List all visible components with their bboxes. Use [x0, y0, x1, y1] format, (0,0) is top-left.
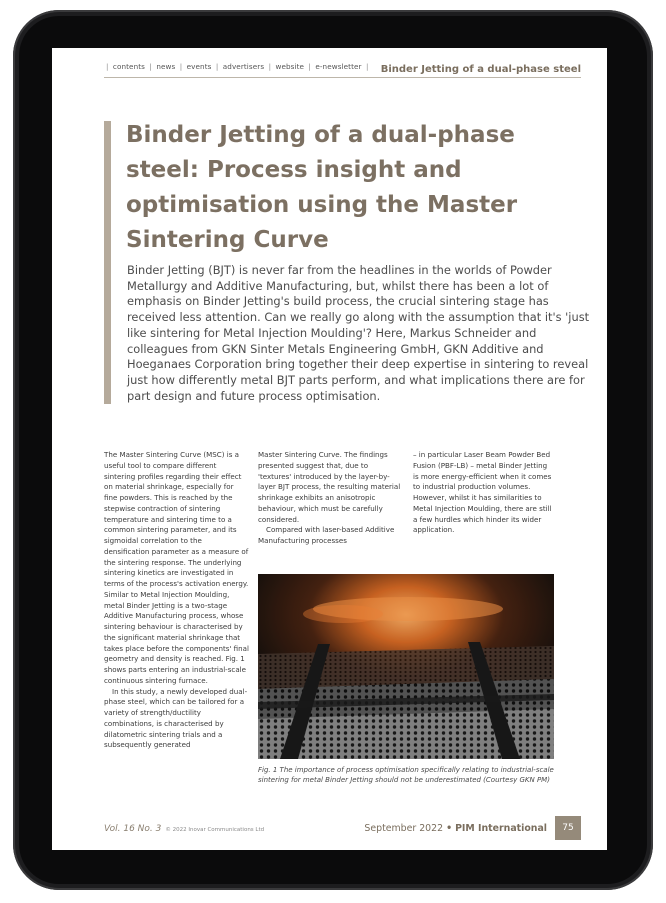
furnace-photo — [258, 574, 554, 759]
body-paragraph: Compared with laser-based Additive Manufacturing processes — [258, 525, 395, 545]
header-rule — [104, 77, 581, 78]
body-paragraph: – in particular Laser Beam Powder Bed Fusion (PBF-LB) – metal Binder Jetting is more energy-efficient when it comes to industrial production volumes. However, whilst it has similarities to Metal Injection Moulding, there are still a few hurdles which hinder its wider application. — [413, 450, 552, 535]
nav-e-newsletter[interactable]: e-newsletter — [315, 62, 362, 71]
footer-bullet: • — [446, 823, 453, 834]
nav-news[interactable]: news — [156, 62, 176, 71]
page-number: 75 — [555, 816, 581, 840]
copyright: © 2022 Inovar Communications Ltd — [165, 827, 265, 833]
nav-events[interactable]: events — [186, 62, 212, 71]
footer-publication — [364, 823, 547, 834]
title-accent-bar — [104, 121, 111, 404]
body-column-2 — [258, 450, 403, 547]
nav-contents[interactable]: contents — [112, 62, 145, 71]
magazine-name: PIM International — [455, 823, 547, 834]
volume-label: Vol. 16 No. 3 — [104, 824, 162, 834]
body-column-3 — [413, 450, 555, 536]
nav-advertisers[interactable]: advertisers — [222, 62, 265, 71]
body-paragraph: The Master Sintering Curve (MSC) is a useful tool to compare different sintering profiles regarding their effect on material shrinkage, especially for fine powders. This is reached by the stepwise contraction of sintering temperature and sintering time to a common sintering parameter, and its sigmoidal correlation to the densification parameter as a measure of the sintering response. The underlying sintering kinetics are investigated in terms of the process's activation energy. Similar to Metal Injection Moulding, metal Binder Jetting is a two-stage Additive Manufacturing process, whose sintering behaviour is characterised by the significant material shrinkage that takes place before the components' final geometry and density is reached. Fig. 1 shows parts entering an industrial-scale continuous sintering furnace. — [104, 450, 249, 685]
article-title: Binder Jetting of a dual-phase steel: Process insight and optimisation using the Master Sintering Curve — [126, 122, 518, 253]
figure-caption: Fig. 1 The importance of process optimisation specifically relating to industrial-scale sintering for metal Binder Jetting should not be underestimated (Courtesy GKN PM) — [258, 766, 554, 784]
furnace-image — [258, 574, 554, 759]
issue-date: September 2022 — [364, 823, 444, 834]
footer-issue — [104, 824, 264, 834]
body-paragraph: In this study, a newly developed dual-phase steel, which can be tailored for a variety of strength/ductility combinations, is characterised by dilatometric sintering trials and a subsequently generated — [104, 686, 248, 750]
article-lead: Binder Jetting (BJT) is never far from the headlines in the worlds of Powder Metallurgy and Additive Manufacturing, but, whilst there has been a lot of emphasis on Binder Jetting's build process, the crucial sintering stage has received less attention. Can we really go along with the assumption that it's 'just like sintering for Metal Injection Moulding'? Here, Markus Schneider and colleagues from GKN Sinter Metals Engineering GmbH, GKN Additive and Hoeganaes Corporation bring together their deep expertise in sintering to reveal just how differently metal BJT parts perform, and what implications there are for part design and future process optimisation. — [127, 263, 590, 403]
magazine-page — [52, 48, 607, 850]
nav-website[interactable]: website — [275, 62, 305, 71]
top-navigation: | contents | news | events | advertisers | website | e-newsletter | — [106, 62, 369, 71]
body-column-1 — [104, 450, 249, 751]
running-title: Binder Jetting of a dual-phase steel — [380, 64, 581, 75]
body-paragraph: Master Sintering Curve. The findings presented suggest that, due to 'textures' introduced by the layer-by-layer BJT process, the resulting material shrinkage exhibits an anisotropic behaviour, which must be carefully considered. — [258, 450, 401, 524]
